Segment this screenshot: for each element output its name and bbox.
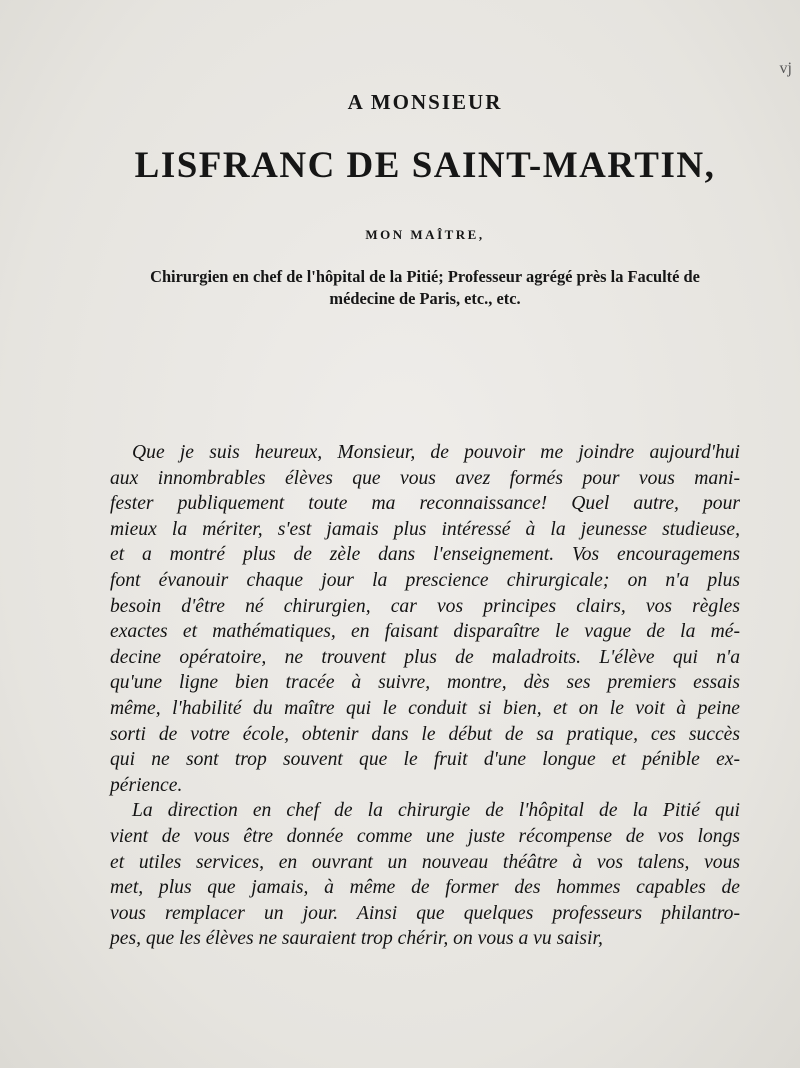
text-line: La direction en chef de la chirurgie de l'hôpital de la Pitié qui: [132, 800, 740, 822]
dedication-letter: [110, 440, 740, 952]
text-line: Que je suis heureux, Monsieur, de pouvoir me joindre aujourd'hui: [132, 442, 740, 463]
page-number: vj: [779, 60, 792, 77]
text-line: font évanouir chaque jour la prescience chirurgicale; on n'a plus: [110, 569, 740, 591]
text-line: et utiles services, en ouvrant un nouveau théâtre à vos talens, vous: [110, 851, 740, 873]
dedication-relation: MON MAÎTRE,: [365, 227, 485, 242]
text-line: besoin d'être né chirurgien, car vos principes clairs, vos règles: [110, 595, 740, 617]
text-line: qui ne sont trop souvent que le fruit d'une longue et pénible ex-: [110, 749, 740, 771]
dedicatee-titles: [105, 266, 745, 310]
text-line: pes, que les élèves ne sauraient trop chérir, on vous a vu saisir,: [110, 928, 603, 950]
text-line: aux innombrables élèves que vous avez formés pour vous mani-: [110, 467, 740, 489]
titles-line: médecine de Paris, etc., etc.: [329, 289, 521, 308]
text-line: vient de vous être donnée comme une juste récompense de vos longs: [110, 825, 740, 847]
text-line: même, l'habilité du maître qui le conduit si bien, et on le voit à peine: [110, 697, 740, 719]
text-line: sorti de votre école, obtenir dans le début de sa pratique, ces succès: [110, 723, 740, 745]
text-line: qu'une ligne bien tracée à suivre, montre, dès ses premiers essais: [110, 672, 740, 694]
text-line: fester publiquement toute ma reconnaissance! Quel autre, pour: [110, 493, 740, 515]
text-line: mieux la mériter, s'est jamais plus intéressé à la jeunesse studieuse,: [110, 518, 740, 540]
dedicatee-name: LISFRANC DE SAINT-MARTIN,: [134, 145, 716, 186]
show-through-text: [40, 70, 800, 450]
text-line: périence.: [110, 774, 183, 796]
text-line: exactes et mathématiques, en faisant disparaître le vague de la mé-: [110, 621, 740, 643]
text-line: met, plus que jamais, à même de former des hommes capables de: [110, 877, 740, 899]
dedication-address: A MONSIEUR: [347, 90, 503, 114]
titles-line: Chirurgien en chef de l'hôpital de la Pitié; Professeur agrégé près la Faculté de: [150, 267, 700, 286]
text-line: et a montré plus de zèle dans l'enseignement. Vos encouragemens: [110, 544, 740, 566]
text-line: decine opératoire, ne trouvent plus de maladroits. L'élève qui n'a: [110, 646, 740, 668]
text-line: vous remplacer un jour. Ainsi que quelques professeurs philantro-: [110, 902, 740, 924]
